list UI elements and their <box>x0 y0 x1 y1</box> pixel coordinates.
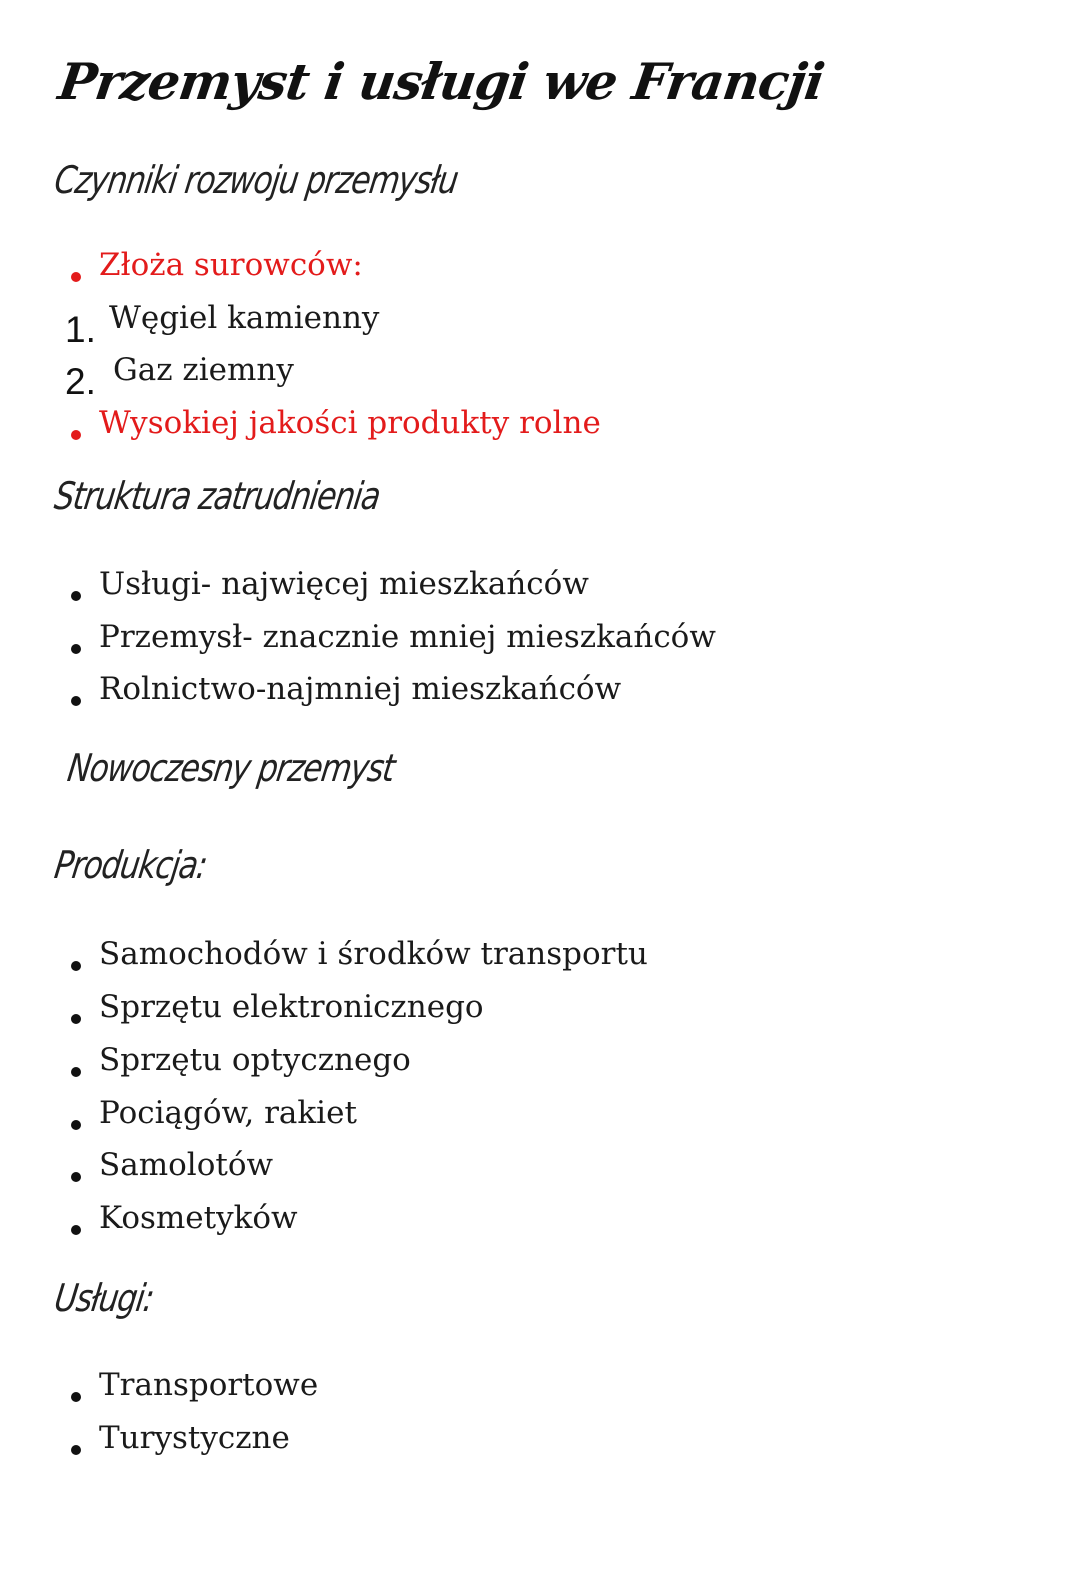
list-item-text: Turystyczne <box>99 1420 290 1456</box>
bullet <box>71 1014 81 1024</box>
list-item-text: Wysokiej jakości produkty rolne <box>99 405 601 441</box>
list-item-text: Rolnictwo-najmniej mieszkańców <box>99 671 622 707</box>
number-label: 1. <box>65 309 96 350</box>
list-item-text: Usługi- najwięcej mieszkańców <box>99 566 589 602</box>
list-item-text: Samochodów i środków transportu <box>99 936 648 972</box>
list-item-text: Transportowe <box>99 1367 319 1403</box>
list-item-text: Kosmetyków <box>99 1200 298 1236</box>
list-item-text: Samolotów <box>99 1147 274 1183</box>
list-item-text: Złoża surowców: <box>99 247 363 283</box>
list-item-text: Sprzętu optycznego <box>99 1042 411 1078</box>
bullet <box>71 591 81 601</box>
bullet <box>71 696 81 706</box>
bullet <box>71 1225 81 1235</box>
bullet <box>71 1445 81 1455</box>
heading-nowoczesny: Nowoczesny przemyst <box>64 746 398 790</box>
bullet <box>71 1120 81 1130</box>
numbered-item-text: Gaz ziemny <box>113 352 294 388</box>
heading-produkcja: Produkcja: <box>51 843 210 887</box>
bullet <box>71 1392 81 1402</box>
number-label: 2. <box>65 361 96 402</box>
list-item-text: Przemysł- znacznie mniej mieszkańców <box>99 619 716 655</box>
heading-czynniki: Czynniki rozwoju przemysłu <box>51 158 461 202</box>
bullet <box>71 644 81 654</box>
numbered-item-text: Węgiel kamienny <box>109 300 380 336</box>
heading-struktura: Struktura zatrudnienia <box>51 474 383 518</box>
heading-uslugi: Usługi: <box>51 1276 157 1320</box>
bullet <box>71 961 81 971</box>
bullet <box>71 1172 81 1182</box>
bullet <box>71 1067 81 1077</box>
bullet-red <box>71 430 81 440</box>
list-item-text: Sprzętu elektronicznego <box>99 989 484 1025</box>
bullet-red <box>71 272 81 282</box>
list-item-text: Pociągów, rakiet <box>99 1095 357 1131</box>
page-title: Przemyst i usługi we Francji <box>55 52 828 111</box>
